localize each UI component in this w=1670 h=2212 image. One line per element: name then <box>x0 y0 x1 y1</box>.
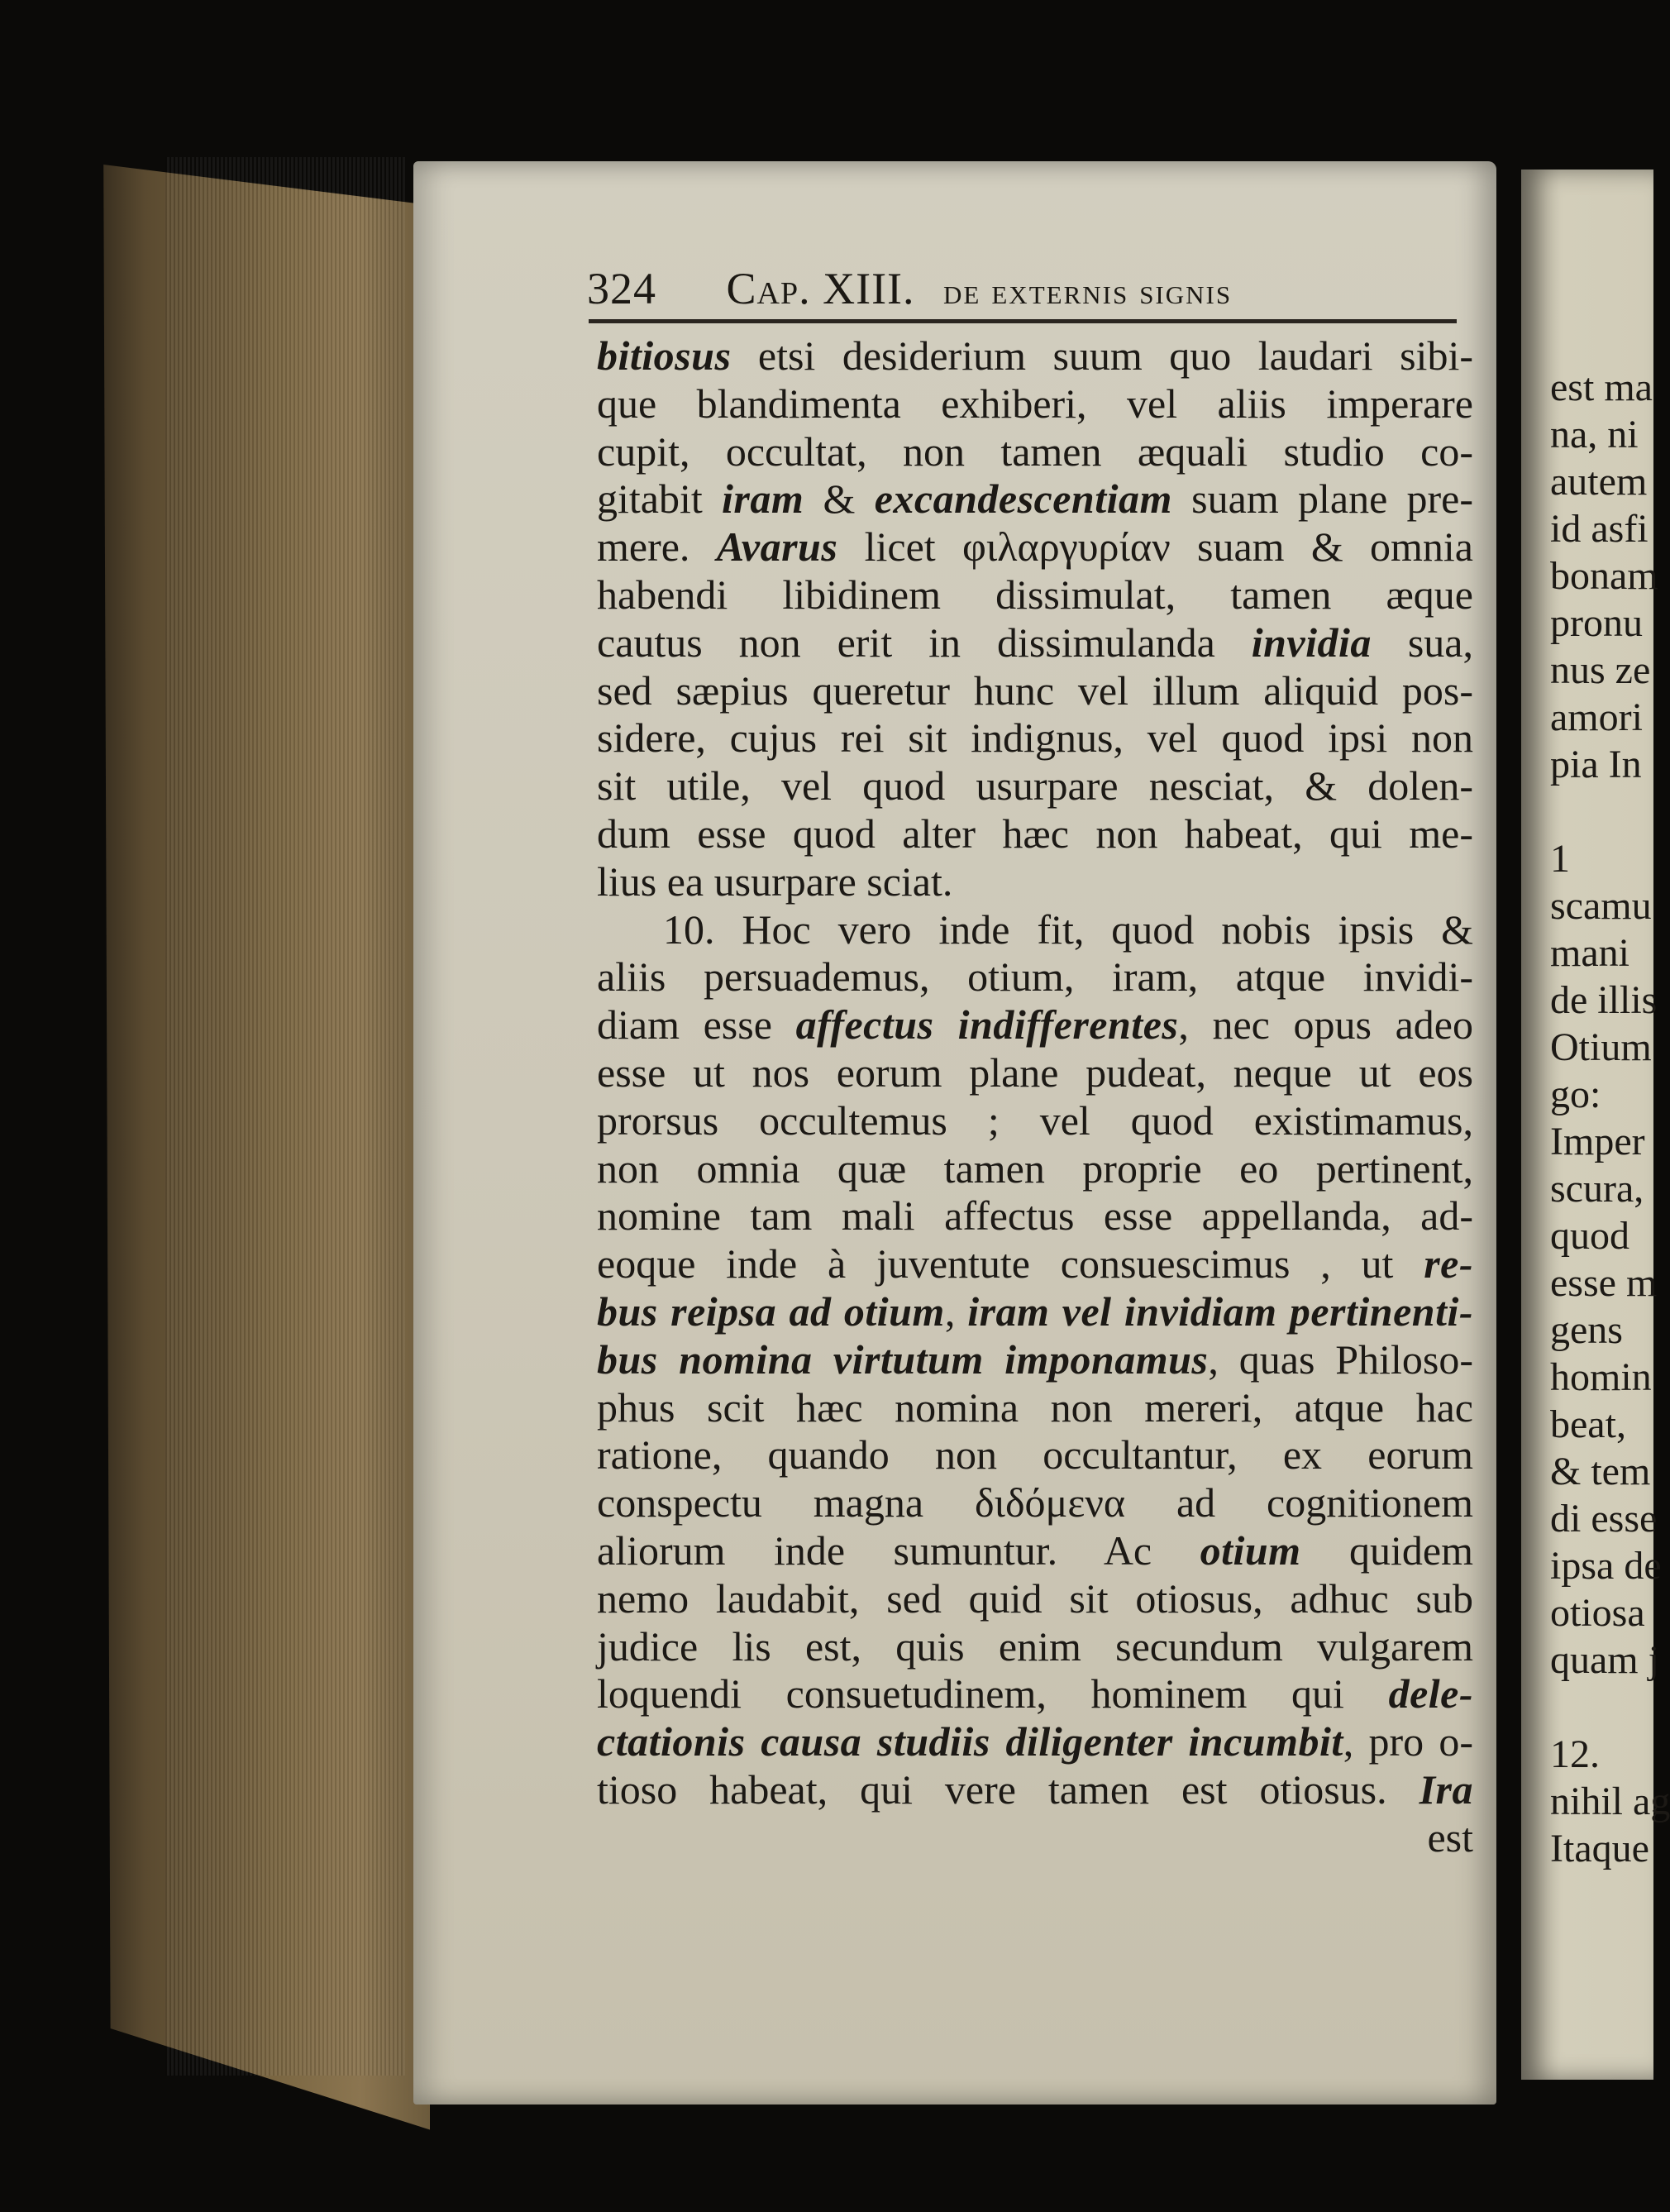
right-page-line: pia In <box>1550 743 1642 786</box>
italic-run: invidia <box>1251 619 1372 666</box>
text-line <box>597 619 1473 667</box>
text-run: eoque inde à juventute consuescimus , ut <box>597 1240 1424 1288</box>
text-run: gitabit <box>597 475 723 523</box>
right-page-line: ipsa de <box>1550 1544 1662 1588</box>
text-line <box>597 953 1473 1001</box>
text-run: cautus non erit in dissimulanda <box>597 619 1252 666</box>
italic-run: ctationis causa studiis diligenter incumbit <box>597 1718 1343 1765</box>
header-title: de externis signis <box>943 271 1233 312</box>
text-run: suam plane pre- <box>1171 475 1474 523</box>
text-run: cupit, occultat, non tamen æquali studio co- <box>597 428 1473 475</box>
right-page-line: Itaque <box>1550 1827 1649 1870</box>
text-line <box>597 1001 1473 1049</box>
right-page-line: amori <box>1550 695 1643 739</box>
text-line <box>597 1575 1473 1623</box>
text-run: lius ea usurpare sciat. <box>597 858 953 905</box>
text-run: tioso habeat, qui vere tamen est otiosus. <box>597 1765 1420 1813</box>
text-line <box>597 858 1473 906</box>
text-run: aliis persuademus, otium, iram, atque invidi- <box>597 953 1473 1001</box>
text-run: , <box>944 1288 968 1335</box>
right-page-line: nihil ag <box>1550 1780 1670 1823</box>
text-line <box>597 571 1473 619</box>
right-page-line: est ma <box>1550 365 1653 409</box>
text-run: ratione, quando non occultantur, ex eorum <box>597 1431 1473 1479</box>
text-run: nomine tam mali affectus esse appellanda, ad- <box>597 1192 1473 1240</box>
text-run: conspectu magna διδόμενα ad cognitionem <box>597 1479 1473 1526</box>
text-run: 10. Hoc vero inde fit, quod nobis ipsis & <box>663 905 1473 953</box>
text-line <box>597 1814 1473 1862</box>
text-line <box>597 1097 1473 1145</box>
italic-run: Ira <box>1419 1765 1473 1813</box>
text-line <box>597 1431 1473 1479</box>
right-page-line <box>1550 1684 1653 1731</box>
page-number: 324 <box>587 264 656 313</box>
text-run: , pro o- <box>1343 1718 1473 1765</box>
text-run: est <box>1427 1813 1473 1861</box>
italic-run: excandescentiam <box>874 475 1172 523</box>
right-page-line: mani <box>1550 931 1629 975</box>
text-line <box>597 1336 1473 1384</box>
text-line <box>597 1766 1473 1814</box>
right-page-line: beat, <box>1550 1402 1626 1446</box>
text-run: judice lis est, quis enim secundum vulgarem <box>597 1622 1473 1670</box>
right-page-line <box>1550 788 1653 835</box>
text-line <box>597 1384 1473 1432</box>
text-run: dum esse quod alter hæc non habeat, qui me- <box>597 810 1473 857</box>
text-run: nemo laudabit, sed quid sit otiosus, adhuc sub <box>597 1574 1473 1622</box>
text-line <box>597 475 1473 523</box>
text-run: phus scit hæc nomina non mereri, atque hac <box>597 1383 1473 1431</box>
text-run: & <box>804 475 875 523</box>
italic-run: otium <box>1200 1526 1301 1574</box>
text-line <box>597 1049 1473 1097</box>
text-line <box>597 1192 1473 1240</box>
text-line <box>597 332 1473 380</box>
right-page-line: bonam <box>1550 554 1658 598</box>
text-line <box>597 906 1473 954</box>
right-page-line: esse m <box>1550 1261 1658 1305</box>
italic-run: dele- <box>1388 1670 1473 1718</box>
text-run: que blandimenta exhiberi, vel aliis imperare <box>597 380 1473 427</box>
text-line <box>597 1623 1473 1671</box>
text-line <box>597 1718 1473 1766</box>
running-header <box>587 263 1232 314</box>
right-page-line: scura, <box>1550 1167 1644 1211</box>
text-line <box>597 1288 1473 1336</box>
right-page-line: di esse <box>1550 1497 1658 1541</box>
right-page-line: de illis <box>1550 978 1658 1022</box>
right-page-line: Otium <box>1550 1025 1652 1069</box>
italic-run: bitiosus <box>597 332 732 379</box>
text-run: habendi libidinem dissimulat, tamen æque <box>597 571 1473 618</box>
right-page-line: go: <box>1550 1073 1601 1116</box>
right-page-text <box>1550 364 1670 1872</box>
text-run: loquendi consuetudinem, hominem qui <box>597 1670 1389 1718</box>
right-page-line: & tem <box>1550 1450 1651 1493</box>
right-page-line: gens <box>1550 1308 1623 1352</box>
text-line <box>597 523 1473 571</box>
text-run: licet φιλαργυρίαν suam & omnia <box>837 523 1473 571</box>
right-page-line: homin <box>1550 1355 1652 1399</box>
text-run: esse ut nos eorum plane pudeat, neque ut eos <box>597 1049 1473 1096</box>
italic-run: re- <box>1424 1240 1473 1288</box>
text-line <box>597 667 1473 715</box>
text-run: aliorum inde sumuntur. Ac <box>597 1526 1200 1574</box>
text-line <box>597 1527 1473 1575</box>
chapter-label: Cap. XIII. <box>726 264 915 313</box>
italic-run: bus nomina virtutum imponamus <box>597 1335 1209 1383</box>
text-line <box>597 1670 1473 1718</box>
right-page-line: 12. <box>1550 1732 1600 1776</box>
text-run: diam esse <box>597 1001 796 1049</box>
text-line <box>597 1145 1473 1193</box>
text-run: quidem <box>1300 1526 1473 1574</box>
text-run: prorsus occultemus ; vel quod existimamus, <box>597 1096 1473 1144</box>
italic-run: Avarus <box>716 523 838 571</box>
text-line <box>597 714 1473 762</box>
italic-run: iram <box>722 475 804 523</box>
right-page-line: quam j <box>1550 1638 1659 1682</box>
header-rule <box>589 319 1457 323</box>
text-run: mere. <box>597 523 717 571</box>
italic-run: iram vel invidiam pertinenti- <box>967 1288 1474 1335</box>
right-page-line: pronu <box>1550 601 1643 645</box>
page-edge-texture <box>165 157 405 2076</box>
text-run: sidere, cujus rei sit indignus, vel quod ipsi non <box>597 714 1473 762</box>
text-line <box>597 1240 1473 1288</box>
text-line <box>597 810 1473 858</box>
text-line <box>597 428 1473 476</box>
text-run: sed sæpius queretur hunc vel illum aliquid pos- <box>597 666 1473 714</box>
text-run: etsi desiderium suum quo laudari sibi- <box>731 332 1473 379</box>
italic-run: bus reipsa ad otium <box>597 1288 945 1335</box>
right-page-line: id asfi <box>1550 507 1649 551</box>
italic-run: affectus indifferentes <box>795 1001 1179 1049</box>
text-run: , nec opus adeo <box>1178 1001 1474 1049</box>
text-line <box>597 380 1473 428</box>
right-page-line: na, ni <box>1550 413 1639 456</box>
text-run: sit utile, vel quod usurpare nesciat, & dolen- <box>597 762 1473 810</box>
text-run: non omnia quæ tamen proprie eo pertinent, <box>597 1144 1473 1192</box>
main-text-block <box>597 332 1473 1862</box>
right-page-line: otiosa <box>1550 1591 1645 1635</box>
right-page-line: 1 <box>1550 837 1570 881</box>
right-page-line: Imper <box>1550 1120 1645 1163</box>
right-page-line: scamu <box>1550 884 1652 928</box>
right-page-line: autem <box>1550 460 1648 504</box>
right-page-line: quod <box>1550 1214 1629 1258</box>
text-line <box>597 1479 1473 1527</box>
text-run: sua, <box>1371 619 1473 666</box>
right-page-line: nus ze <box>1550 648 1651 692</box>
text-run: , quas Philoso- <box>1208 1335 1473 1383</box>
text-line <box>597 762 1473 810</box>
